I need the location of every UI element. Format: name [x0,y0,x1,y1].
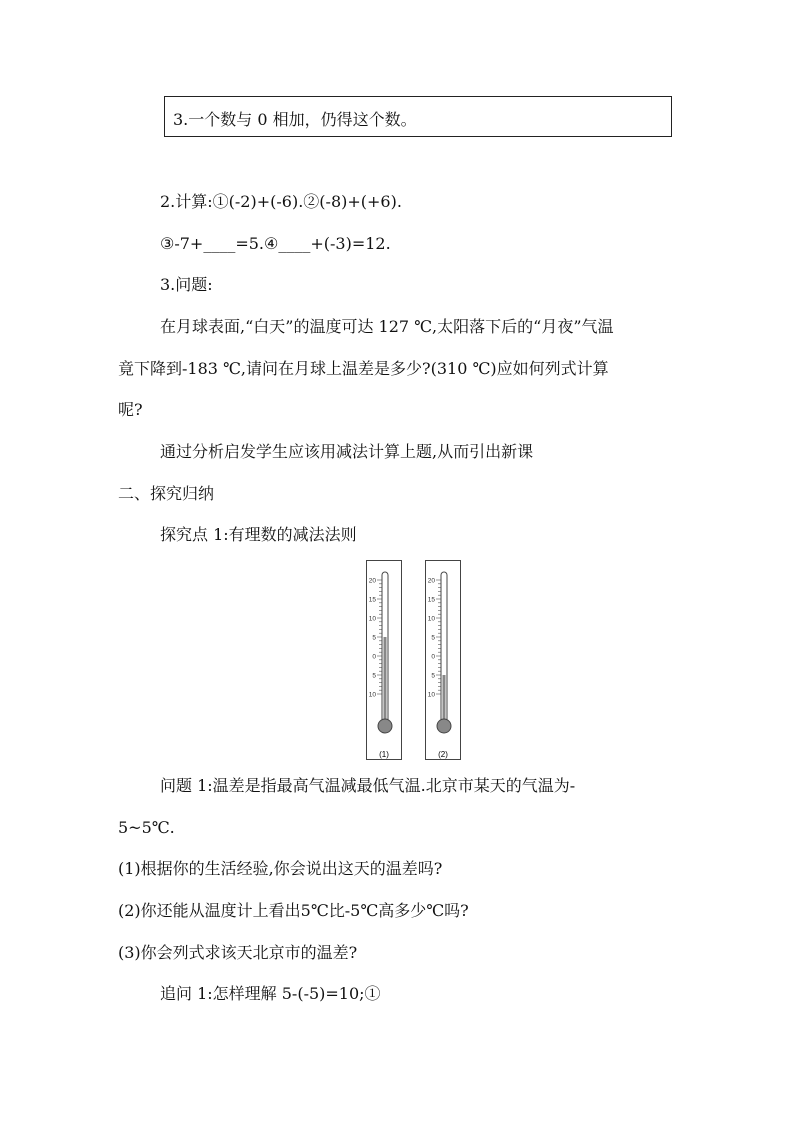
scale-label: 10 [368,615,376,623]
scale-label: 15 [427,596,435,604]
sub-question-3: (3)你会列式求该天北京市的温差? [118,943,358,962]
moon-line-1: 在月球表面,“白天”的温度可达 127 ℃,太阳落下后的“月夜”气温 [160,317,614,336]
analysis-line: 通过分析启发学生应该用减法计算上题,从而引出新课 [160,442,534,461]
question-1-line-b: 5~5℃. [118,818,175,837]
question-1-line-a: 问题 1:温差是指最高气温减最低气温.北京市某天的气温为- [160,776,576,795]
explore-point-1: 探究点 1:有理数的减法法则 [160,525,357,544]
thermometer-1-liquid [384,637,387,726]
question-heading: 3.问题: [160,275,213,294]
thermometer-1-bulb [378,719,392,733]
thermometer-2-caption: (2) [438,750,448,759]
calc-line-1: 2.计算:①(-2)+(-6).②(-8)+(+6). [160,192,402,211]
scale-label: 5 [431,672,435,680]
scale-label: 5 [431,634,435,642]
scale-label: 0 [372,653,376,661]
thermometer-1 [366,560,402,760]
thermometer-1-caption: (1) [379,750,389,759]
thermometer-2 [425,560,461,760]
moon-line-2: 竟下降到-183 ℃,请问在月球上温差是多少?(310 ℃)应如何列式计算 [118,359,609,378]
scale-label: 20 [427,577,435,585]
sub-question-2: (2)你还能从温度计上看出5℃比-5℃高多少℃吗? [118,901,469,920]
calc-line-2: ③-7+____=5.④____+(-3)=12. [160,234,391,253]
rule-text: 3.一个数与 0 相加，仍得这个数。 [173,110,417,129]
scale-label: 5 [372,672,376,680]
sub-question-1: (1)根据你的生活经验,你会说出这天的温差吗? [118,859,443,878]
rule-box [164,96,672,137]
scale-label: 15 [368,596,376,604]
scale-label: 0 [431,653,435,661]
section-heading: 二、探究归纳 [118,484,215,503]
scale-label: 10 [368,691,376,699]
scale-label: 5 [372,634,376,642]
thermometer-2-bulb [437,719,451,733]
scale-label: 10 [427,615,435,623]
scale-label: 20 [368,577,376,585]
followup-1: 追问 1:怎样理解 5-(-5)=10;① [160,984,381,1003]
moon-line-3: 呢? [118,400,143,419]
thermometer-2-liquid [443,675,446,726]
scale-label: 10 [427,691,435,699]
